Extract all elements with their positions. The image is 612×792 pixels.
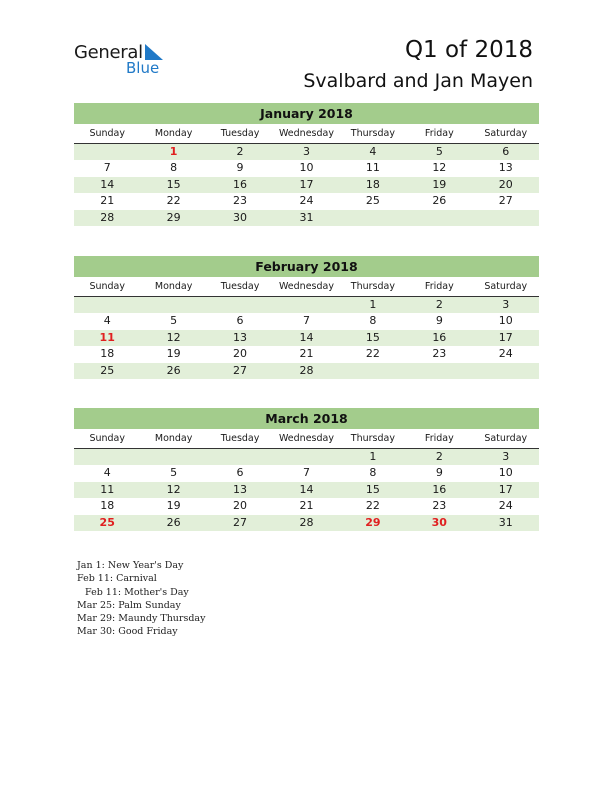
- day-cell: [140, 449, 206, 465]
- week-row: [74, 449, 539, 465]
- day-cell: 23: [233, 194, 248, 208]
- weekday-label: Friday: [424, 281, 454, 292]
- day-cell: 18: [100, 499, 115, 513]
- day-cell: 27: [498, 194, 513, 208]
- weekday-label: Wednesday: [278, 433, 334, 444]
- page-subtitle: Svalbard and Jan Mayen: [303, 70, 533, 92]
- day-cell: 22: [365, 499, 380, 513]
- weekday-label: Saturday: [484, 128, 528, 139]
- day-cell: 15: [166, 177, 181, 191]
- day-cell: 21: [299, 347, 314, 361]
- day-cell: 5: [435, 145, 443, 158]
- day-cell: 18: [100, 347, 115, 361]
- day-cell: [74, 297, 140, 313]
- weekday-label: Monday: [154, 281, 193, 292]
- week-row: [74, 144, 539, 160]
- weekday-label: Sunday: [89, 281, 125, 292]
- holiday-item: Jan 1: New Year's Day: [77, 560, 184, 571]
- day-cell: 24: [498, 499, 513, 513]
- day-cell: 15: [365, 330, 380, 344]
- day-cell: 10: [299, 161, 314, 175]
- day-cell: 13: [233, 330, 248, 344]
- day-cell: 6: [236, 314, 244, 328]
- day-cell: 12: [166, 330, 181, 344]
- day-cell: 16: [233, 177, 248, 191]
- logo-text-blue: Blue: [126, 59, 160, 77]
- week-row: [74, 177, 539, 193]
- day-cell: 27: [233, 515, 248, 529]
- day-cell: [273, 297, 339, 313]
- week-row: [74, 193, 539, 209]
- day-cell: 24: [299, 194, 314, 208]
- day-cell: [207, 449, 273, 465]
- day-cell: 31: [299, 210, 314, 224]
- day-cell: 6: [502, 145, 510, 158]
- day-cell: 9: [435, 314, 443, 328]
- week-row: [74, 313, 539, 329]
- day-cell: 13: [233, 482, 248, 496]
- day-cell: 2: [435, 450, 443, 463]
- week-row: [74, 465, 539, 481]
- weekday-label: Thursday: [350, 281, 395, 292]
- day-cell: 2: [236, 145, 244, 158]
- day-cell: 27: [233, 363, 248, 377]
- month-calendar: [74, 256, 539, 379]
- day-cell: 29: [365, 515, 381, 529]
- day-cell: 28: [299, 515, 314, 529]
- day-cell: 25: [99, 515, 115, 529]
- weekday-label: Tuesday: [220, 128, 260, 139]
- day-cell: 5: [170, 314, 178, 328]
- day-cell: 1: [169, 145, 178, 158]
- day-cell: 14: [299, 330, 314, 344]
- day-cell: 19: [166, 499, 181, 513]
- day-cell: 7: [302, 466, 310, 480]
- day-cell: 9: [236, 161, 244, 175]
- day-cell: 17: [498, 330, 513, 344]
- day-cell: 11: [100, 482, 115, 496]
- week-row: [74, 498, 539, 514]
- weekday-label: Sunday: [89, 433, 125, 444]
- weekday-label: Saturday: [484, 281, 528, 292]
- page-title: Q1 of 2018: [404, 37, 533, 63]
- day-cell: 8: [369, 466, 377, 480]
- weekday-label: Wednesday: [278, 128, 334, 139]
- day-cell: 15: [365, 482, 380, 496]
- day-cell: 18: [365, 177, 380, 191]
- day-cell: 25: [100, 363, 115, 377]
- day-cell: 24: [498, 347, 513, 361]
- day-cell: 4: [369, 145, 377, 158]
- weekday-label: Tuesday: [220, 433, 260, 444]
- day-cell: 22: [166, 194, 181, 208]
- day-cell: 21: [100, 194, 115, 208]
- day-cell: [273, 449, 339, 465]
- day-cell: 20: [233, 499, 248, 513]
- day-cell: 16: [432, 482, 447, 496]
- day-cell: [406, 363, 472, 379]
- day-cell: 3: [502, 298, 510, 311]
- weekday-label: Wednesday: [278, 281, 334, 292]
- day-cell: 17: [498, 482, 513, 496]
- day-cell: 21: [299, 499, 314, 513]
- day-cell: [340, 363, 406, 379]
- logo-triangle-icon: [141, 44, 163, 60]
- day-cell: [473, 210, 539, 226]
- day-cell: 12: [166, 482, 181, 496]
- day-cell: 20: [498, 177, 513, 191]
- day-cell: 29: [166, 210, 181, 224]
- day-cell: [207, 297, 273, 313]
- day-cell: 6: [236, 466, 244, 480]
- day-cell: [340, 210, 406, 226]
- day-cell: [406, 210, 472, 226]
- day-cell: 3: [502, 450, 510, 463]
- weekday-label: Tuesday: [220, 281, 260, 292]
- week-row: [74, 160, 539, 176]
- week-row: [74, 482, 539, 498]
- holiday-item: Mar 29: Maundy Thursday: [77, 613, 206, 625]
- day-cell: 23: [432, 347, 447, 361]
- day-cell: 14: [299, 482, 314, 496]
- day-cell: 8: [170, 161, 178, 175]
- day-cell: [74, 449, 140, 465]
- week-row: [74, 297, 539, 313]
- holiday-list: [77, 559, 205, 639]
- weekday-label: Monday: [154, 128, 193, 139]
- day-cell: 2: [435, 298, 443, 311]
- month-title: February 2018: [74, 256, 539, 277]
- weekday-header-row: [74, 429, 539, 449]
- week-row: [74, 363, 539, 379]
- day-cell: 31: [498, 515, 513, 529]
- month-calendar: [74, 103, 539, 226]
- day-cell: 16: [432, 330, 447, 344]
- day-cell: 25: [365, 194, 380, 208]
- week-row: [74, 515, 539, 531]
- day-cell: 7: [103, 161, 111, 175]
- month-title: January 2018: [74, 103, 539, 124]
- day-cell: 11: [99, 330, 115, 344]
- weekday-label: Thursday: [350, 128, 395, 139]
- day-cell: 4: [103, 466, 111, 480]
- day-cell: 9: [435, 466, 443, 480]
- day-cell: [74, 144, 140, 160]
- day-cell: 11: [365, 161, 380, 175]
- holiday-item: Mar 25: Palm Sunday: [77, 599, 181, 611]
- day-cell: 14: [100, 177, 115, 191]
- weekday-label: Friday: [424, 128, 454, 139]
- brand-logo: [74, 42, 174, 78]
- weekday-label: Sunday: [89, 128, 125, 139]
- holiday-item: Mar 30: Good Friday: [77, 626, 178, 638]
- week-row: [74, 210, 539, 226]
- day-cell: 28: [100, 210, 115, 224]
- weekday-label: Monday: [154, 433, 193, 444]
- day-cell: 10: [498, 314, 513, 328]
- day-cell: 23: [432, 499, 447, 513]
- weekday-header-row: [74, 277, 539, 297]
- day-cell: 19: [166, 347, 181, 361]
- weekday-label: Saturday: [484, 433, 528, 444]
- day-cell: 1: [369, 450, 377, 463]
- month-title: March 2018: [74, 408, 539, 429]
- day-cell: 5: [170, 466, 178, 480]
- day-cell: 26: [166, 363, 181, 377]
- day-cell: 30: [431, 515, 447, 529]
- day-cell: 1: [369, 298, 377, 311]
- week-row: [74, 330, 539, 346]
- day-cell: 26: [432, 194, 447, 208]
- day-cell: 28: [299, 363, 314, 377]
- day-cell: 7: [302, 314, 310, 328]
- day-cell: 26: [166, 515, 181, 529]
- day-cell: 13: [498, 161, 513, 175]
- day-cell: 3: [302, 145, 310, 158]
- day-cell: [473, 363, 539, 379]
- day-cell: 22: [365, 347, 380, 361]
- weekday-header-row: [74, 124, 539, 144]
- day-cell: 8: [369, 314, 377, 328]
- holiday-item: Feb 11: Carnival: [77, 573, 157, 585]
- day-cell: [140, 297, 206, 313]
- day-cell: 20: [233, 347, 248, 361]
- holiday-item: Feb 11: Mother's Day: [85, 586, 189, 598]
- day-cell: 4: [103, 314, 111, 328]
- day-cell: 10: [498, 466, 513, 480]
- day-cell: 30: [233, 210, 248, 224]
- day-cell: 19: [432, 177, 447, 191]
- weekday-label: Thursday: [350, 433, 395, 444]
- day-cell: 12: [432, 161, 447, 175]
- logo-text-general: General: [74, 42, 143, 63]
- month-calendar: [74, 408, 539, 531]
- day-cell: 17: [299, 177, 314, 191]
- week-row: [74, 346, 539, 362]
- weekday-label: Friday: [424, 433, 454, 444]
